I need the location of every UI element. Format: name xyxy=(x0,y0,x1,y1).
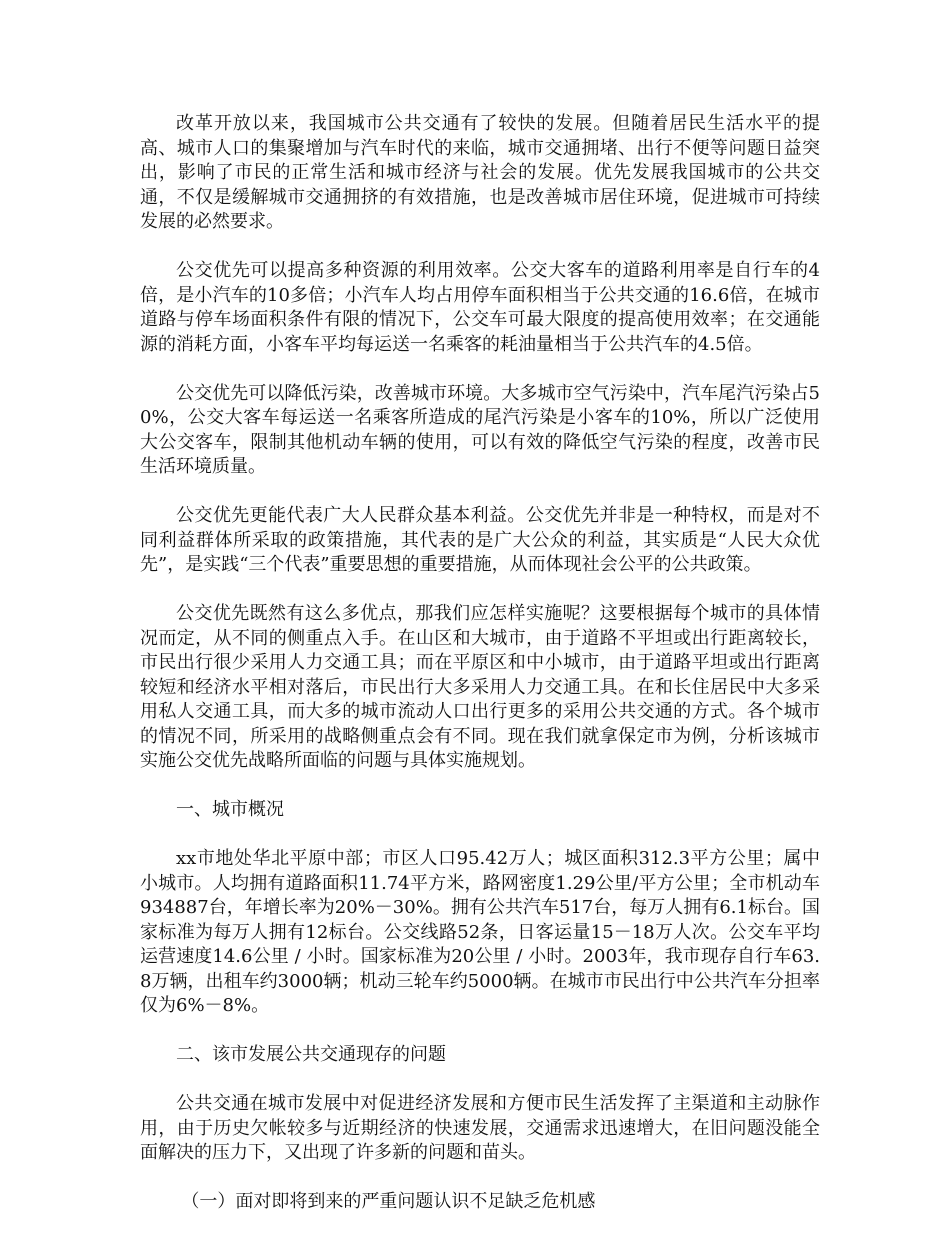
section-heading-existing-problems: 二、该市发展公共交通现存的问题 xyxy=(176,1044,446,1065)
paragraph-public-interest: 公交优先更能代表广大人民群众基本利益。公交优先并非是一种特权，而是对不同利益群体所采取的政策措施，其代表的是广大公众的利益，其实质是“人民大众优先”，是实践“三个代表”重要思想的重要措施，从而体现社会公平的公共政策。 xyxy=(140,505,820,575)
subsection-heading-lack-of-awareness: （一）面对即将到来的严重问题认识不足缺乏危机感 xyxy=(181,1191,596,1212)
section-heading-city-overview: 一、城市概况 xyxy=(176,799,284,820)
paragraph-resource-efficiency: 公交优先可以提高多种资源的利用效率。公交大客车的道路利用率是自行车的4倍，是小汽车的10多倍；小汽车人均占用停车面积相当于公共交通的16.6倍，在城市道路与停车场面积条件有限的情况下，公交车可最大限度的提高使用效率；在交通能源的消耗方面，小客车平均每运送一名乘客的耗油量相当于公共汽车的4.5倍。 xyxy=(140,260,820,355)
paragraph-problems-intro: 公共交通在城市发展中对促进经济发展和方便市民生活发挥了主渠道和主动脉作用，由于历史欠帐较多与近期经济的快速发展，交通需求迅速增大，在旧问题没能全面解决的压力下，又出现了许多新的问题和苗头。 xyxy=(140,1093,820,1163)
paragraph-city-statistics: xx市地处华北平原中部；市区人口95.42万人；城区面积312.3平方公里；属中小城市。人均拥有道路面积11.74平方米，路网密度1.29公里/平方公里；全市机动车934887台，年增长率为20%－30%。拥有公共汽车517台，每万人拥有6.1标台。国家标准为每万人拥有12标台。公交线路52条，日客运量15－18万人次。公交车平均运营速度14.6公里 / 小时。国家标准为20公里 / 小时。2003年，我市现存自行车63.8万辆，出租车约3000辆；机动三轮车约5000辆。在城市市民出行中公共汽车分担率仅为6%－8%。 xyxy=(140,848,820,1016)
paragraph-implementation: 公交优先既然有这么多优点，那我们应怎样实施呢？这要根据每个城市的具体情况而定，从不同的侧重点入手。在山区和大城市，由于道路不平坦或出行距离较长，市民出行很少采用人力交通工具；而在平原区和中小城市，由于道路平坦或出行距离较短和经济水平相对落后，市民出行大多采用人力交通工具。在和长住居民中大多采用私人交通工具，而大多的城市流动人口出行更多的采用公共交通的方式。各个城市的情况不同，所采用的战略侧重点会有不同。现在我们就拿保定市为例，分析该城市实施公交优先战略所面临的问题与具体实施规划。 xyxy=(140,603,820,771)
paragraph-intro: 改革开放以来，我国城市公共交通有了较快的发展。但随着居民生活水平的提高、城市人口的集聚增加与汽车时代的来临，城市交通拥堵、出行不便等问题日益突出，影响了市民的正常生活和城市经济与社会的发展。优先发展我国城市的公共交通，不仅是缓解城市交通拥挤的有效措施，也是改善城市居住环境，促进城市可持续发展的必然要求。 xyxy=(140,113,820,232)
document-page xyxy=(140,112,820,1239)
paragraph-pollution: 公交优先可以降低污染，改善城市环境。大多城市空气污染中，汽车尾汽污染占50%，公交大客车每运送一名乘客所造成的尾汽污染是小客车的10%，所以广泛使用大公交客车，限制其他机动车辆的使用，可以有效的降低空气污染的程度，改善市民生活环境质量。 xyxy=(140,382,820,477)
